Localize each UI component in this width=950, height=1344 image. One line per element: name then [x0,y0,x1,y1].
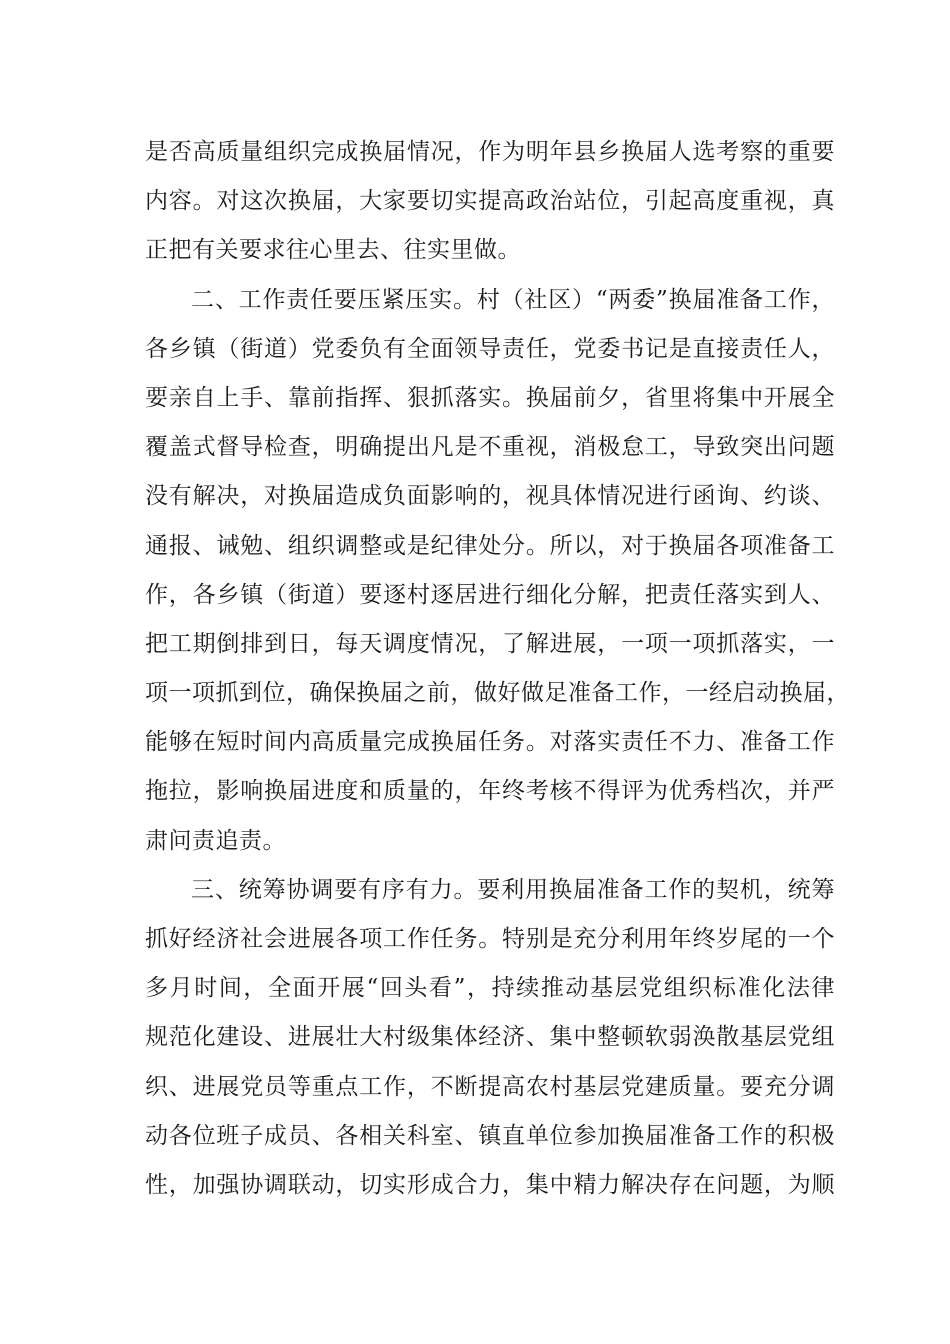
text-line: 规范化建设、进展壮大村级集体经济、集中整顿软弱涣散基层党组 [145,1024,835,1051]
text-line: 二、工作责任要压紧压实。村（社区）“两委”换届准备工作， [191,286,835,313]
text-line: 多月时间，全面开展“回头看”，持续推动基层党组织标准化法律 [145,975,835,1002]
text-line: 抓好经济社会进展各项工作任务。特别是充分利用年终岁尾的一个 [145,926,835,952]
text-line: 通报、诫勉、组织调整或是纪律处分。所以，对于换届各项准备工 [145,532,835,559]
text-line: 作，各乡镇（街道）要逐村逐居进行细化分解，把责任落实到人、 [145,581,835,608]
text-line: 能够在短时间内高质量完成换届任务。对落实责任不力、准备工作 [145,729,835,756]
text-line: 性，加强协调联动，切实形成合力，集中精力解决存在问题，为顺 [145,1171,835,1198]
document-body [145,128,850,1210]
text-line: 正把有关要求往心里去、往实里做。 [145,237,521,264]
text-line: 项一项抓到位，确保换届之前，做好做足准备工作，一经启动换届， [145,680,850,707]
text-line: 把工期倒排到日，每天调度情况，了解进展，一项一项抓落实，一 [145,630,835,657]
text-line: 各乡镇（街道）党委负有全面领导责任，党委书记是直接责任人， [145,335,835,362]
text-line: 没有解决，对换届造成负面影响的，视具体情况进行函询、约谈、 [145,483,835,510]
text-line: 织、进展党员等重点工作，不断提高农村基层党建质量。要充分调 [145,1073,835,1100]
text-line: 肃问责追责。 [145,827,286,854]
text-line: 覆盖式督导检查，明确提出凡是不重视，消极怠工，导致突出问题 [145,434,835,461]
text-line: 要亲自上手、靠前指挥、狠抓落实。换届前夕，省里将集中开展全 [145,384,835,411]
text-line: 动各位班子成员、各相关科室、镇直单位参加换届准备工作的积极 [145,1122,835,1149]
paragraph-3 [145,866,835,1210]
text-line: 拖拉，影响换届进度和质量的，年终考核不得评为优秀档次，并严 [145,778,835,805]
paragraph-2 [145,276,850,866]
text-line: 三、统筹协调要有序有力。要利用换届准备工作的契机，统筹 [191,876,835,903]
text-line: 内容。对这次换届，大家要切实提高政治站位，引起高度重视，真 [145,188,835,215]
text-line: 是否高质量组织完成换届情况，作为明年县乡换届人选考察的重要 [145,139,835,165]
paragraph-1 [145,128,835,276]
